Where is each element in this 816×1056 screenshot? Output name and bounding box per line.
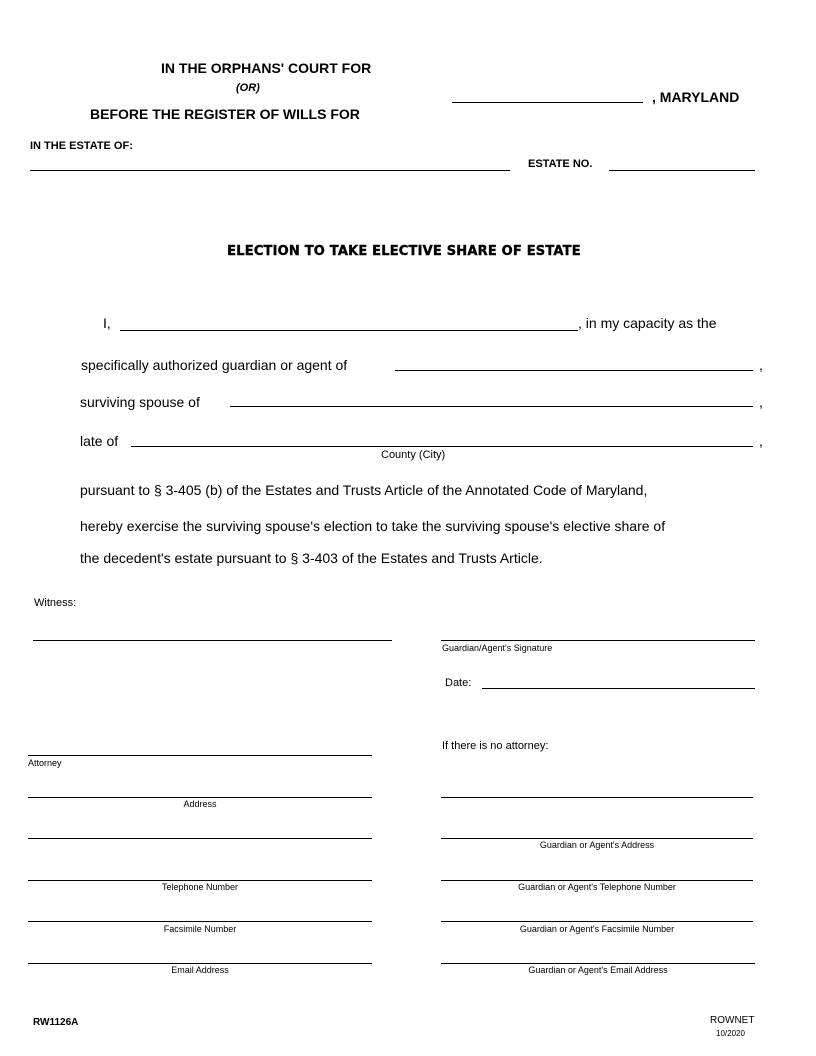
attorney-address-field[interactable] (28, 783, 372, 798)
attorney-name-field[interactable] (28, 741, 372, 756)
late-of-comma: , (759, 433, 763, 449)
attorney-caption: Attorney (28, 758, 62, 768)
attorney-address-2-field[interactable] (28, 824, 372, 839)
estate-name-field[interactable] (30, 156, 510, 171)
court-line: IN THE ORPHANS' COURT FOR (161, 60, 372, 76)
revision-date: 10/2020 (716, 1029, 745, 1038)
guardian-facsimile-caption: Guardian or Agent's Facsimile Number (519, 924, 675, 934)
attorney-telephone-field[interactable] (28, 866, 372, 881)
attorney-email-field[interactable] (28, 949, 372, 964)
witness-label: Witness: (34, 597, 77, 609)
guardian-comma: , (759, 357, 763, 373)
or-line: (OR) (236, 82, 260, 94)
guardian-address-line-1-field[interactable] (441, 783, 753, 798)
register-line: BEFORE THE REGISTER OF WILLS FOR (90, 106, 360, 122)
guardian-facsimile-field[interactable] (441, 907, 753, 922)
witness-signature-field[interactable] (33, 626, 392, 641)
form-id: RW1126A (33, 1017, 79, 1028)
no-attorney-heading: If there is no attorney: (442, 740, 549, 752)
i-label: I, (103, 315, 111, 331)
guardian-signature-field[interactable] (441, 626, 755, 641)
estate-of-label: IN THE ESTATE OF: (30, 140, 133, 152)
county-caption: County (City) (381, 449, 446, 461)
attorney-email-caption: Email Address (171, 965, 229, 975)
estate-no-field[interactable] (609, 156, 755, 171)
capacity-text: , in my capacity as the (578, 315, 717, 331)
attorney-facsimile-caption: Facsimile Number (163, 924, 237, 934)
guardian-email-caption: Guardian or Agent's Email Address (528, 965, 668, 975)
state-label: , MARYLAND (652, 89, 740, 105)
date-field[interactable] (482, 674, 755, 689)
decedent-text: the decedent's estate pursuant to § 3-403 of the Estates and Trusts Article. (80, 550, 543, 566)
date-label: Date: (445, 677, 472, 689)
county-field[interactable] (452, 88, 643, 103)
attorney-telephone-caption: Telephone Number (161, 882, 239, 892)
late-of-text: late of (80, 433, 119, 449)
exercise-text: hereby exercise the surviving spouse's election to take the surviving spouse's elective share of (80, 518, 666, 534)
guardian-of-field[interactable] (395, 356, 753, 371)
petitioner-name-field[interactable] (120, 316, 578, 331)
guardian-address-field[interactable] (441, 824, 753, 839)
guardian-telephone-field[interactable] (441, 866, 753, 881)
late-of-field[interactable] (131, 432, 753, 447)
estate-no-label: ESTATE NO. (528, 158, 593, 170)
spouse-text: surviving spouse of (80, 394, 200, 410)
network-label: ROWNET (710, 1015, 755, 1026)
guardian-email-field[interactable] (441, 949, 755, 964)
attorney-address-caption: Address (183, 799, 217, 809)
guardian-text: specifically authorized guardian or agent of (81, 357, 348, 373)
guardian-address-caption: Guardian or Agent's Address (539, 840, 655, 850)
attorney-facsimile-field[interactable] (28, 907, 372, 922)
pursuant-text: pursuant to § 3-405 (b) of the Estates and Trusts Article of the Annotated Code of Maryland, (80, 482, 648, 498)
spouse-comma: , (759, 394, 763, 410)
guardian-signature-caption: Guardian/Agent's Signature (442, 643, 553, 653)
guardian-telephone-caption: Guardian or Agent's Telephone Number (518, 882, 676, 892)
form-title: ELECTION TO TAKE ELECTIVE SHARE OF ESTATE (227, 244, 581, 259)
spouse-of-field[interactable] (230, 392, 753, 407)
